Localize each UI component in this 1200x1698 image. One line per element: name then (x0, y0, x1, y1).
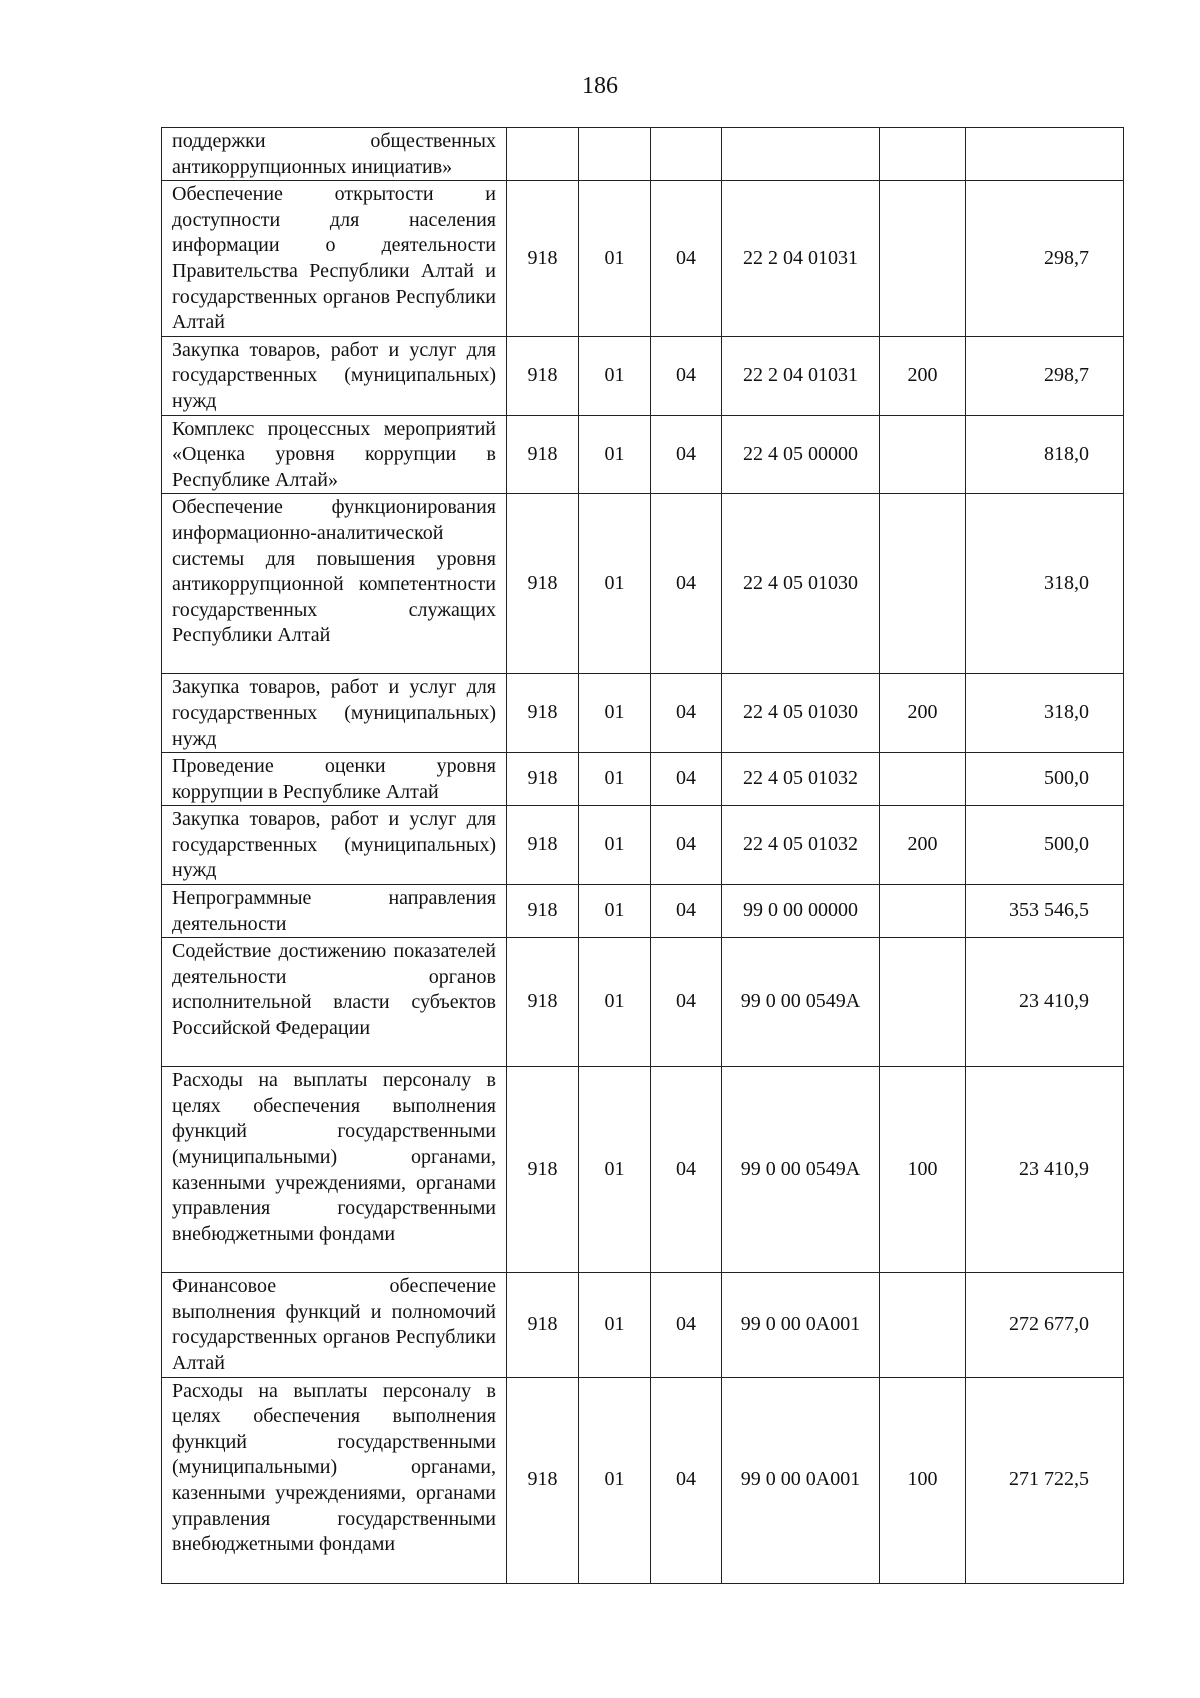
subsection-cell: 04 (651, 494, 722, 674)
grbs-cell: 918 (507, 674, 579, 753)
section-cell: 01 (579, 806, 651, 885)
grbs-cell: 918 (507, 885, 579, 938)
section-cell: 01 (579, 1377, 651, 1583)
row-description: Содействие достижению показателей деятельности органов исполнительной власти субъектов Российской Федерации (162, 938, 507, 1067)
amount-cell: 353 546,5 (966, 885, 1124, 938)
subsection-cell: 04 (651, 938, 722, 1067)
row-description: Закупка товаров, работ и услуг для государственных (муниципальных) нужд (162, 806, 507, 885)
grbs-cell: 918 (507, 181, 579, 337)
row-description: Закупка товаров, работ и услуг для государственных (муниципальных) нужд (162, 674, 507, 753)
grbs-cell: 918 (507, 1273, 579, 1377)
grbs-cell: 918 (507, 806, 579, 885)
subsection-cell: 04 (651, 674, 722, 753)
expense-type-cell (880, 938, 966, 1067)
grbs-cell: 918 (507, 494, 579, 674)
target-article-cell: 99 0 00 0549А (722, 1067, 880, 1273)
section-cell: 01 (579, 336, 651, 415)
subsection-cell: 04 (651, 1273, 722, 1377)
expense-type-cell (880, 181, 966, 337)
budget-table (161, 127, 1124, 1584)
target-article-cell: 22 2 04 01031 (722, 181, 880, 337)
row-description: Комплекс процессных мероприятий «Оценка уровня коррупции в Республике Алтай» (162, 415, 507, 494)
table-row (162, 128, 1124, 181)
amount-cell: 318,0 (966, 674, 1124, 753)
target-article-cell: 22 4 05 01030 (722, 494, 880, 674)
section-cell: 01 (579, 938, 651, 1067)
expense-type-cell (880, 753, 966, 806)
target-article-cell: 99 0 00 0А001 (722, 1273, 880, 1377)
page-number: 186 (582, 73, 618, 99)
row-description: поддержки общественных антикоррупционных инициатив» (162, 128, 507, 181)
target-article-cell (722, 128, 880, 181)
section-cell: 01 (579, 1273, 651, 1377)
subsection-cell: 04 (651, 753, 722, 806)
grbs-cell: 918 (507, 938, 579, 1067)
table-row (162, 494, 1124, 674)
table-row (162, 938, 1124, 1067)
expense-type-cell (880, 885, 966, 938)
expense-type-cell: 100 (880, 1067, 966, 1273)
grbs-cell: 918 (507, 336, 579, 415)
target-article-cell: 22 4 05 01032 (722, 806, 880, 885)
table-row (162, 181, 1124, 337)
section-cell: 01 (579, 674, 651, 753)
section-cell: 01 (579, 885, 651, 938)
table-row (162, 1273, 1124, 1377)
row-description: Финансовое обеспечение выполнения функций и полномочий государственных органов Республики Алтай (162, 1273, 507, 1377)
amount-cell: 500,0 (966, 753, 1124, 806)
amount-cell (966, 128, 1124, 181)
expense-type-cell: 200 (880, 674, 966, 753)
grbs-cell: 918 (507, 1067, 579, 1273)
table-row (162, 415, 1124, 494)
subsection-cell: 04 (651, 806, 722, 885)
target-article-cell: 99 0 00 0549А (722, 938, 880, 1067)
expense-type-cell (880, 128, 966, 181)
expense-type-cell: 200 (880, 806, 966, 885)
grbs-cell: 918 (507, 415, 579, 494)
table-row (162, 336, 1124, 415)
expense-type-cell: 200 (880, 336, 966, 415)
grbs-cell: 918 (507, 1377, 579, 1583)
section-cell: 01 (579, 753, 651, 806)
amount-cell: 318,0 (966, 494, 1124, 674)
expense-type-cell (880, 415, 966, 494)
section-cell: 01 (579, 494, 651, 674)
amount-cell: 298,7 (966, 336, 1124, 415)
row-description: Непрограммные направления деятельности (162, 885, 507, 938)
section-cell: 01 (579, 181, 651, 337)
amount-cell: 271 722,5 (966, 1377, 1124, 1583)
subsection-cell: 04 (651, 181, 722, 337)
table-row (162, 1067, 1124, 1273)
expense-type-cell (880, 494, 966, 674)
row-description: Обеспечение функционирования информационно-аналитической системы для повышения уровня антикоррупционной компетентности государственных служащих Республики Алтай (162, 494, 507, 674)
expense-type-cell (880, 1273, 966, 1377)
section-cell: 01 (579, 415, 651, 494)
table-row (162, 1377, 1124, 1583)
amount-cell: 272 677,0 (966, 1273, 1124, 1377)
table-row (162, 806, 1124, 885)
amount-cell: 500,0 (966, 806, 1124, 885)
target-article-cell: 22 2 04 01031 (722, 336, 880, 415)
row-description: Расходы на выплаты персоналу в целях обеспечения выполнения функций государственными (муниципальными) органами, казенными учреждениями, органами управления государственными внебюджетными фондами (162, 1067, 507, 1273)
section-cell (579, 128, 651, 181)
amount-cell: 23 410,9 (966, 1067, 1124, 1273)
grbs-cell (507, 128, 579, 181)
subsection-cell: 04 (651, 336, 722, 415)
row-description: Закупка товаров, работ и услуг для государственных (муниципальных) нужд (162, 336, 507, 415)
table-row (162, 674, 1124, 753)
row-description: Проведение оценки уровня коррупции в Республике Алтай (162, 753, 507, 806)
subsection-cell: 04 (651, 415, 722, 494)
table-row (162, 753, 1124, 806)
target-article-cell: 99 0 00 0А001 (722, 1377, 880, 1583)
amount-cell: 818,0 (966, 415, 1124, 494)
grbs-cell: 918 (507, 753, 579, 806)
subsection-cell (651, 128, 722, 181)
subsection-cell: 04 (651, 885, 722, 938)
target-article-cell: 22 4 05 01030 (722, 674, 880, 753)
subsection-cell: 04 (651, 1377, 722, 1583)
target-article-cell: 22 4 05 01032 (722, 753, 880, 806)
row-description: Обеспечение открытости и доступности для населения информации о деятельности Правительства Республики Алтай и государственных органов Республики Алтай (162, 181, 507, 337)
row-description: Расходы на выплаты персоналу в целях обеспечения выполнения функций государственными (муниципальными) органами, казенными учреждениями, органами управления государственными внебюджетными фондами (162, 1377, 507, 1583)
section-cell: 01 (579, 1067, 651, 1273)
expense-type-cell: 100 (880, 1377, 966, 1583)
subsection-cell: 04 (651, 1067, 722, 1273)
table-row (162, 885, 1124, 938)
amount-cell: 298,7 (966, 181, 1124, 337)
amount-cell: 23 410,9 (966, 938, 1124, 1067)
target-article-cell: 22 4 05 00000 (722, 415, 880, 494)
target-article-cell: 99 0 00 00000 (722, 885, 880, 938)
